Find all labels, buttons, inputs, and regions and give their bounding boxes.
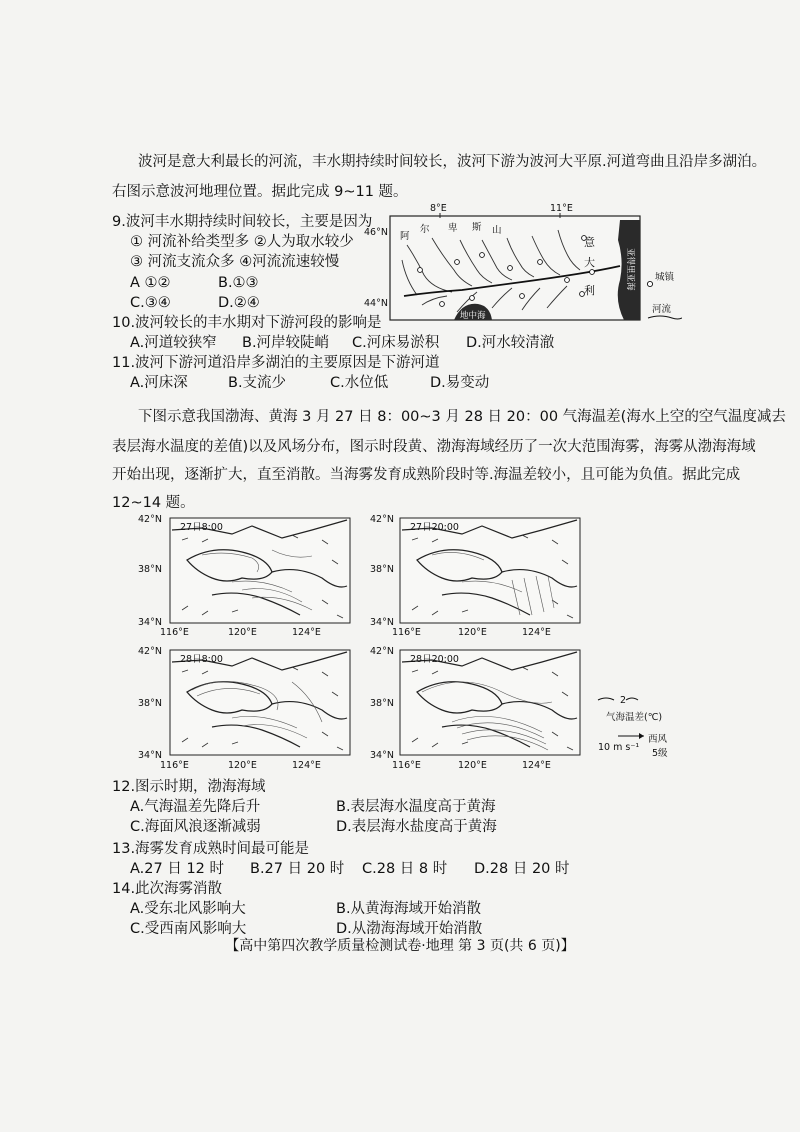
p1-lon-b: 120°E xyxy=(228,627,257,638)
q14-option-b[interactable]: B.从黄海海域开始消散 xyxy=(336,901,482,917)
legend-city: 城镇 xyxy=(655,272,675,283)
q13-option-a[interactable]: A.27 日 12 时 xyxy=(130,861,225,877)
p1-lon-a: 116°E xyxy=(160,627,189,638)
legend-wind-level: 5级 xyxy=(652,748,668,759)
po-map-lat2: 44°N xyxy=(364,298,388,309)
p3-lat-mid: 38°N xyxy=(138,698,162,709)
po-map-med: 地中海 xyxy=(460,311,486,321)
p1-lat-top: 42°N xyxy=(138,514,162,525)
po-map-mtn-2: 尔 xyxy=(420,224,430,235)
passage1-line2: 右图示意波河地理位置。据此完成 9~11 题。 xyxy=(112,184,408,200)
weather-panels xyxy=(120,508,680,773)
q10-option-d[interactable]: D.河水较清澈 xyxy=(466,335,555,351)
q13-option-c[interactable]: C.28 日 8 时 xyxy=(362,861,448,877)
legend-wind-speed: 10 m s⁻¹ xyxy=(598,742,640,753)
panel1-time: 27日8:00 xyxy=(180,522,223,533)
panel-28-0800 xyxy=(170,650,350,755)
panel2-time: 27日20:00 xyxy=(410,522,459,533)
page-footer: 【高中第四次教学质量检测试卷·地理 第 3 页(共 6 页)】 xyxy=(225,938,575,954)
p4-lat-bot: 34°N xyxy=(370,750,394,761)
q12-option-b[interactable]: B.表层海水温度高于黄海 xyxy=(336,799,496,815)
po-map-mtn-5: 山 xyxy=(492,225,502,236)
weather-legend xyxy=(598,695,668,759)
q11-option-c[interactable]: C.水位低 xyxy=(330,375,389,391)
q9-option-c[interactable]: C.③④ xyxy=(130,295,171,311)
q10-option-b[interactable]: B.河岸较陡峭 xyxy=(242,335,330,351)
po-map-sea: 亚得里亚海 xyxy=(625,248,635,291)
q13-stem: 13.海雾发育成熟时间最可能是 xyxy=(112,841,310,857)
q11-stem: 11.波河下游河道沿岸多湖泊的主要原因是下游河道 xyxy=(112,355,440,371)
legend-iso-label: 气海温差(℃) xyxy=(606,712,663,723)
p1-lat-bot: 34°N xyxy=(138,617,162,628)
po-map-mtn-1: 阿 xyxy=(400,231,410,242)
p2-lon-a: 116°E xyxy=(392,627,421,638)
p2-lon-c: 124°E xyxy=(522,627,551,638)
p3-lon-a: 116°E xyxy=(160,760,189,771)
po-map-country-1: 意 xyxy=(584,236,595,249)
p2-lon-b: 120°E xyxy=(458,627,487,638)
q13-option-d[interactable]: D.28 日 20 时 xyxy=(474,861,570,877)
passage2-line2: 表层海水温度的差值)以及风场分布，图示时段黄、渤海海域经历了一次大范围海雾，海雾从渤海海域 xyxy=(112,439,756,455)
po-river-map xyxy=(362,200,682,330)
q14-option-d[interactable]: D.从渤海海域开始消散 xyxy=(336,921,483,937)
q12-option-c[interactable]: C.海面风浪逐渐减弱 xyxy=(130,819,261,835)
q10-option-c[interactable]: C.河床易淤积 xyxy=(352,335,440,351)
p3-lat-top: 42°N xyxy=(138,646,162,657)
p3-lon-c: 124°E xyxy=(292,760,321,771)
q11-option-a[interactable]: A.河床深 xyxy=(130,375,188,391)
q9-items2: ③ 河流支流众多 ④河流流速较慢 xyxy=(130,254,340,270)
panel-28-2000 xyxy=(400,650,580,755)
panel3-time: 28日8:00 xyxy=(180,654,223,665)
q9-stem: 9.波河丰水期持续时间较长，主要是因为 xyxy=(112,214,373,230)
q10-option-a[interactable]: A.河道较狭窄 xyxy=(130,335,217,351)
p1-lat-mid: 38°N xyxy=(138,564,162,575)
q13-option-b[interactable]: B.27 日 20 时 xyxy=(250,861,345,877)
passage1-line1: 波河是意大利最长的河流，丰水期持续时间较长，波河下游为波河大平原.河道弯曲且沿岸多湖泊。 xyxy=(138,154,767,170)
q9-option-a[interactable]: A ①② xyxy=(130,275,171,291)
po-map-country-2: 大 xyxy=(584,256,595,269)
passage2-line1: 下图示意我国渤海、黄海 3 月 27 日 8：00~3 月 28 日 20：00 气海温差(海水上空的空气温度减去 xyxy=(138,409,786,425)
panel-27-2000 xyxy=(400,518,580,623)
passage2-line4: 12~14 题。 xyxy=(112,495,195,511)
po-map-lat1: 46°N xyxy=(364,227,388,238)
legend-wind-dir: 西风 xyxy=(648,734,668,745)
po-map-country-3: 利 xyxy=(584,284,595,297)
p4-lon-c: 124°E xyxy=(522,760,551,771)
q9-option-b[interactable]: B.①③ xyxy=(218,275,259,291)
p4-lat-mid: 38°N xyxy=(370,698,394,709)
q12-option-d[interactable]: D.表层海水盐度高于黄海 xyxy=(336,819,497,835)
q14-option-a[interactable]: A.受东北风影响大 xyxy=(130,901,246,917)
legend-iso-value: 2 xyxy=(620,695,627,706)
q10-stem: 10.波河较长的丰水期对下游河段的影响是 xyxy=(112,315,382,331)
p2-lat-top: 42°N xyxy=(370,514,394,525)
po-map-lon1: 8°E xyxy=(430,203,447,214)
p4-lon-b: 120°E xyxy=(458,760,487,771)
q9-option-d[interactable]: D.②④ xyxy=(218,295,260,311)
q14-stem: 14.此次海雾消散 xyxy=(112,881,223,897)
p3-lat-bot: 34°N xyxy=(138,750,162,761)
q9-items1: ① 河流补给类型多 ②人为取水较少 xyxy=(130,234,354,250)
q12-option-a[interactable]: A.气海温差先降后升 xyxy=(130,799,261,815)
p4-lat-top: 42°N xyxy=(370,646,394,657)
p2-lat-bot: 34°N xyxy=(370,617,394,628)
legend-river: 河流 xyxy=(652,304,672,315)
q12-stem: 12.图示时期，渤海海域 xyxy=(112,779,266,795)
q14-option-c[interactable]: C.受西南风影响大 xyxy=(130,921,247,937)
po-map-mtn-4: 斯 xyxy=(472,222,482,233)
p3-lon-b: 120°E xyxy=(228,760,257,771)
p1-lon-c: 124°E xyxy=(292,627,321,638)
q11-option-b[interactable]: B.支流少 xyxy=(228,375,287,391)
passage2-line3: 开始出现，逐渐扩大，直至消散。当海雾发育成熟阶段时等.海温差较小，且可能为负值。据此完成 xyxy=(112,467,741,483)
panel4-time: 28日20:00 xyxy=(410,654,459,665)
p2-lat-mid: 38°N xyxy=(370,564,394,575)
po-map-lon2: 11°E xyxy=(550,203,573,214)
po-map-mtn-3: 卑 xyxy=(448,223,458,234)
p4-lon-a: 116°E xyxy=(392,760,421,771)
q11-option-d[interactable]: D.易变动 xyxy=(430,375,490,391)
panel-27-0800 xyxy=(170,518,350,623)
